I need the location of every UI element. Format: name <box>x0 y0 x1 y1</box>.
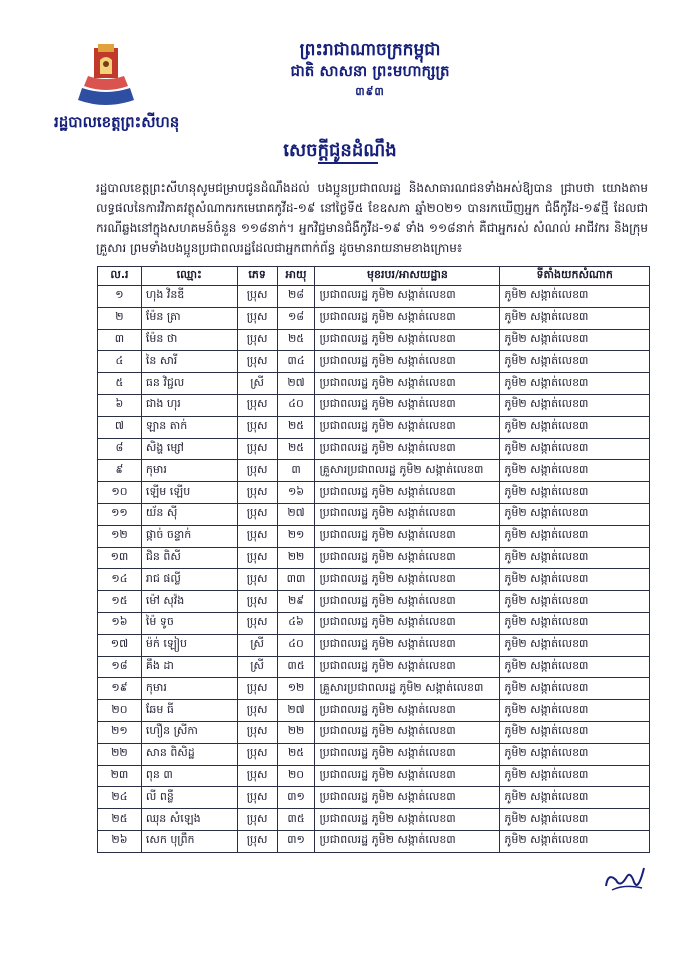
document-title: សេចក្ដីជូនដំណឹង <box>283 140 397 161</box>
cell-sex: ប្រុស <box>237 809 277 831</box>
cell-age: ១៨ <box>277 307 315 329</box>
cell-name: សិង្ហ ម្សៅ <box>141 438 237 460</box>
cell-age: ២០ <box>277 765 315 787</box>
cell-name: ម៉ៃ ទូច <box>141 612 237 634</box>
cell-no: ១ <box>98 286 142 308</box>
cell-sample-location: ភូមិ២ សង្កាត់លេខ៣ <box>500 634 650 656</box>
table-row <box>98 503 650 525</box>
cell-no: ១០ <box>98 482 142 504</box>
cell-age: ២៩ <box>277 591 315 613</box>
cell-sex: ស្រី <box>237 634 277 656</box>
cell-occupation-address: ប្រជាពលរដ្ឋ ភូមិ២ សង្កាត់លេខ៣ <box>315 482 500 504</box>
table-row <box>98 416 650 438</box>
table-row <box>98 700 650 722</box>
cell-name: គឹង ដា <box>141 656 237 678</box>
cell-sample-location: ភូមិ២ សង្កាត់លេខ៣ <box>500 787 650 809</box>
cell-no: ៥ <box>98 373 142 395</box>
cell-name: ជិន ពិសី <box>141 547 237 569</box>
cell-no: ៧ <box>98 416 142 438</box>
cell-sex: ប្រុស <box>237 765 277 787</box>
cell-sample-location: ភូមិ២ សង្កាត់លេខ៣ <box>500 394 650 416</box>
cell-no: ១៥ <box>98 591 142 613</box>
cell-sex: ប្រុស <box>237 307 277 329</box>
cell-no: ១២ <box>98 525 142 547</box>
case-table <box>97 266 650 853</box>
cell-age: ៤០ <box>277 634 315 656</box>
cell-name: សេក បុព្រឹក <box>141 830 237 852</box>
header-age: អាយុ <box>277 267 315 286</box>
cell-age: ១២ <box>277 678 315 700</box>
cell-no: ១៧ <box>98 634 142 656</box>
cell-no: ១១ <box>98 503 142 525</box>
header-name: ឈ្មោះ <box>141 267 237 286</box>
cell-sample-location: ភូមិ២ សង្កាត់លេខ៣ <box>500 569 650 591</box>
cell-no: ១៣ <box>98 547 142 569</box>
cell-sex: ប្រុស <box>237 438 277 460</box>
cell-occupation-address: ប្រជាពលរដ្ឋ ភូមិ២ សង្កាត់លេខ៣ <box>315 612 500 634</box>
table-row <box>98 743 650 765</box>
cell-occupation-address: ប្រជាពលរដ្ឋ ភូមិ២ សង្កាត់លេខ៣ <box>315 416 500 438</box>
cell-age: ៣៣ <box>277 569 315 591</box>
intro-paragraph: រដ្ឋបាលខេត្តព្រះសីហនុសូមជម្រាបជូនដំណឹងដល់ បងប្អូនប្រជាពលរដ្ឋ និងសាធារណជនទាំងអស់ឱ្យបាន ជ្រាបថា យោងតាមលទ្ធផលនៃការវិភាគវត្ថុសំណាករកមេរោគកូវីដ-១៩ នៅថ្ងៃទី៥ ខែឧសភា ឆ្នាំ២០២១ បានរកឃើញអ្នក ជំងឺកូវីដ-១៩ថ្មី ដែលជាករណីឆ្លងនៅក្នុងសហគមន៍ចំនួន ១១៨នាក់។ អ្នកវិជ្ជមានជំងឺកូវីដ-១៩ ទាំង ១១៨នាក់ គឺជាអ្នករស់ សំណល់ អាជីវករ និងក្រុមគ្រួសារ ព្រមទាំងបងប្អូនប្រជាពលរដ្ឋដែលជាអ្នកពាក់ព័ន្ធ ដូចមានរាយនាមខាងក្រោម៖ <box>96 181 648 255</box>
cell-sample-location: ភូមិ២ សង្កាត់លេខ៣ <box>500 591 650 613</box>
cell-name: ផ្កាច់ ចន្ទាក់ <box>141 525 237 547</box>
cell-age: ៤៦ <box>277 612 315 634</box>
cell-sex: ប្រុស <box>237 721 277 743</box>
cell-age: ៣១ <box>277 830 315 852</box>
cell-name: ហុង វិនឌី <box>141 286 237 308</box>
cell-name: ហឿន ស្រីកា <box>141 721 237 743</box>
cell-sample-location: ភូមិ២ សង្កាត់លេខ៣ <box>500 547 650 569</box>
cell-age: ២៧ <box>277 503 315 525</box>
cell-name: លី ពន្លឺ <box>141 787 237 809</box>
national-motto: ជាតិ សាសនា ព្រះមហាក្សត្រ <box>290 62 450 80</box>
table-row <box>98 787 650 809</box>
cell-name: ពុន ៣ <box>141 765 237 787</box>
table-row <box>98 721 650 743</box>
cell-sample-location: ភូមិ២ សង្កាត់លេខ៣ <box>500 612 650 634</box>
cell-age: ២៥ <box>277 329 315 351</box>
cell-no: ២៤ <box>98 787 142 809</box>
cell-occupation-address: ប្រជាពលរដ្ឋ ភូមិ២ សង្កាត់លេខ៣ <box>315 503 500 525</box>
cell-name: ឡាន តាក់ <box>141 416 237 438</box>
cell-sex: ប្រុស <box>237 525 277 547</box>
cell-sample-location: ភូមិ២ សង្កាត់លេខ៣ <box>500 307 650 329</box>
cell-sex: ប្រុស <box>237 329 277 351</box>
cell-age: ២១ <box>277 525 315 547</box>
cell-age: ២៧ <box>277 373 315 395</box>
cell-name: ធន វិជ្ជល <box>141 373 237 395</box>
table-row <box>98 394 650 416</box>
signature-mark <box>602 862 648 896</box>
cell-occupation-address: ប្រជាពលរដ្ឋ ភូមិ២ សង្កាត់លេខ៣ <box>315 525 500 547</box>
table-row <box>98 307 650 329</box>
cell-age: ២៥ <box>277 743 315 765</box>
provincial-emblem-icon <box>70 40 142 112</box>
cell-age: ២៨ <box>277 286 315 308</box>
cell-age: ២៧ <box>277 700 315 722</box>
table-row <box>98 591 650 613</box>
cell-age: ៤០ <box>277 394 315 416</box>
cell-occupation-address: ប្រជាពលរដ្ឋ ភូមិ២ សង្កាត់លេខ៣ <box>315 787 500 809</box>
cell-name: យ័ន ស៊ី <box>141 503 237 525</box>
cell-sample-location: ភូមិ២ សង្កាត់លេខ៣ <box>500 373 650 395</box>
cell-sample-location: ភូមិ២ សង្កាត់លេខ៣ <box>500 743 650 765</box>
cell-occupation-address: ប្រជាពលរដ្ឋ ភូមិ២ សង្កាត់លេខ៣ <box>315 373 500 395</box>
cell-age: ២៥ <box>277 416 315 438</box>
header-sex: ភេទ <box>237 267 277 286</box>
cell-sample-location: ភូមិ២ សង្កាត់លេខ៣ <box>500 525 650 547</box>
table-row <box>98 438 650 460</box>
table-row <box>98 678 650 700</box>
table-row <box>98 525 650 547</box>
cell-sample-location: ភូមិ២ សង្កាត់លេខ៣ <box>500 765 650 787</box>
cell-occupation-address: ប្រជាពលរដ្ឋ ភូមិ២ សង្កាត់លេខ៣ <box>315 765 500 787</box>
cell-no: ១៩ <box>98 678 142 700</box>
table-row <box>98 612 650 634</box>
table-row <box>98 809 650 831</box>
cell-sex: ប្រុស <box>237 351 277 373</box>
cell-occupation-address: គ្រួសារប្រជាពលរដ្ឋ ភូមិ២ សង្កាត់លេខ៣ <box>315 460 500 482</box>
cell-sex: ប្រុស <box>237 460 277 482</box>
cell-age: ២២ <box>277 721 315 743</box>
table-row <box>98 656 650 678</box>
cell-age: ៣១ <box>277 787 315 809</box>
cell-age: ៣៥ <box>277 656 315 678</box>
cell-no: ២ <box>98 307 142 329</box>
cell-sample-location: ភូមិ២ សង្កាត់លេខ៣ <box>500 351 650 373</box>
cell-sample-location: ភូមិ២ សង្កាត់លេខ៣ <box>500 721 650 743</box>
cell-sample-location: ភូមិ២ សង្កាត់លេខ៣ <box>500 286 650 308</box>
cell-name: ម៉ែន ត្រា <box>141 307 237 329</box>
cell-sample-location: ភូមិ២ សង្កាត់លេខ៣ <box>500 678 650 700</box>
cell-name: កុមារ <box>141 460 237 482</box>
table-row <box>98 373 650 395</box>
cell-sex: ប្រុស <box>237 394 277 416</box>
table-row <box>98 765 650 787</box>
cell-sex: ប្រុស <box>237 700 277 722</box>
cell-sex: ប្រុស <box>237 482 277 504</box>
cell-no: ២២ <box>98 743 142 765</box>
cell-age: ៣៤ <box>277 351 315 373</box>
cell-sample-location: ភូមិ២ សង្កាត់លេខ៣ <box>500 830 650 852</box>
header-occupation-address: មុខរបរ/អាសយដ្ឋាន <box>315 267 500 286</box>
cell-no: ៩ <box>98 460 142 482</box>
cell-sex: ស្រី <box>237 656 277 678</box>
cell-sex: ប្រុស <box>237 547 277 569</box>
table-header-row <box>98 267 650 286</box>
cell-sex: ប្រុស <box>237 416 277 438</box>
kingdom-heading: ព្រះរាជាណាចក្រកម្ពុជា <box>299 40 441 60</box>
cell-no: ២១ <box>98 721 142 743</box>
cell-occupation-address: ប្រជាពលរដ្ឋ ភូមិ២ សង្កាត់លេខ៣ <box>315 700 500 722</box>
cell-no: ២៦ <box>98 830 142 852</box>
cell-sample-location: ភូមិ២ សង្កាត់លេខ៣ <box>500 460 650 482</box>
table-row <box>98 482 650 504</box>
cell-sex: ប្រុស <box>237 743 277 765</box>
cell-no: ១៤ <box>98 569 142 591</box>
cell-name: កុមារ <box>141 678 237 700</box>
table-row <box>98 286 650 308</box>
cell-occupation-address: ប្រជាពលរដ្ឋ ភូមិ២ សង្កាត់លេខ៣ <box>315 547 500 569</box>
cell-occupation-address: ប្រជាពលរដ្ឋ ភូមិ២ សង្កាត់លេខ៣ <box>315 830 500 852</box>
cell-occupation-address: ប្រជាពលរដ្ឋ ភូមិ២ សង្កាត់លេខ៣ <box>315 809 500 831</box>
cell-sample-location: ភូមិ២ សង្កាត់លេខ៣ <box>500 438 650 460</box>
cell-sex: ប្រុស <box>237 503 277 525</box>
cell-no: ២៣ <box>98 765 142 787</box>
cell-sample-location: ភូមិ២ សង្កាត់លេខ៣ <box>500 656 650 678</box>
cell-age: ១៦ <box>277 482 315 504</box>
cell-sex: ប្រុស <box>237 787 277 809</box>
cell-occupation-address: ប្រជាពលរដ្ឋ ភូមិ២ សង្កាត់លេខ៣ <box>315 329 500 351</box>
cell-occupation-address: ប្រជាពលរដ្ឋ ភូមិ២ សង្កាត់លេខ៣ <box>315 286 500 308</box>
cell-occupation-address: ប្រជាពលរដ្ឋ ភូមិ២ សង្កាត់លេខ៣ <box>315 721 500 743</box>
cell-occupation-address: ប្រជាពលរដ្ឋ ភូមិ២ សង្កាត់លេខ៣ <box>315 743 500 765</box>
header-flourish: ៣៩៣ <box>355 85 385 98</box>
cell-sex: ប្រុស <box>237 830 277 852</box>
cell-sex: ប្រុស <box>237 678 277 700</box>
cell-name: ឈុន សំឡេង <box>141 809 237 831</box>
table-row <box>98 569 650 591</box>
cell-sex: ប្រុស <box>237 612 277 634</box>
cell-no: ៣ <box>98 329 142 351</box>
cell-no: ២០ <box>98 700 142 722</box>
table-row <box>98 460 650 482</box>
cell-occupation-address: ប្រជាពលរដ្ឋ ភូមិ២ សង្កាត់លេខ៣ <box>315 634 500 656</box>
cell-occupation-address: ប្រជាពលរដ្ឋ ភូមិ២ សង្កាត់លេខ៣ <box>315 307 500 329</box>
cell-sample-location: ភូមិ២ សង្កាត់លេខ៣ <box>500 329 650 351</box>
title-underline <box>318 162 378 164</box>
cell-occupation-address: ប្រជាពលរដ្ឋ ភូមិ២ សង្កាត់លេខ៣ <box>315 591 500 613</box>
cell-occupation-address: គ្រួសារប្រជាពលរដ្ឋ ភូមិ២ សង្កាត់លេខ៣ <box>315 678 500 700</box>
cell-name: ម៉ៅ សុវ៉ង <box>141 591 237 613</box>
cell-sex: ស្រី <box>237 373 277 395</box>
table-row <box>98 329 650 351</box>
cell-occupation-address: ប្រជាពលរដ្ឋ ភូមិ២ សង្កាត់លេខ៣ <box>315 351 500 373</box>
cell-sex: ប្រុស <box>237 591 277 613</box>
cell-sample-location: ភូមិ២ សង្កាត់លេខ៣ <box>500 416 650 438</box>
cell-sample-location: ភូមិ២ សង្កាត់លេខ៣ <box>500 482 650 504</box>
cell-no: ៤ <box>98 351 142 373</box>
cell-no: ៦ <box>98 394 142 416</box>
cell-sample-location: ភូមិ២ សង្កាត់លេខ៣ <box>500 809 650 831</box>
cell-sex: ប្រុស <box>237 569 277 591</box>
cell-occupation-address: ប្រជាពលរដ្ឋ ភូមិ២ សង្កាត់លេខ៣ <box>315 656 500 678</box>
cell-name: ម៉ក់ ឡៀប <box>141 634 237 656</box>
cell-name: សាន ពិសិដ្ឋ <box>141 743 237 765</box>
cell-name: ឡើម ឡើប <box>141 482 237 504</box>
cell-sex: ប្រុស <box>237 286 277 308</box>
cell-name: ឆែម ធី <box>141 700 237 722</box>
cell-sample-location: ភូមិ២ សង្កាត់លេខ៣ <box>500 700 650 722</box>
table-row <box>98 634 650 656</box>
cell-no: ១៦ <box>98 612 142 634</box>
cell-age: ៣៥ <box>277 809 315 831</box>
cell-name: ម៉ែន ថា <box>141 329 237 351</box>
cell-age: ២៥ <box>277 438 315 460</box>
cell-occupation-address: ប្រជាពលរដ្ឋ ភូមិ២ សង្កាត់លេខ៣ <box>315 394 500 416</box>
cell-occupation-address: ប្រជាពលរដ្ឋ ភូមិ២ សង្កាត់លេខ៣ <box>315 438 500 460</box>
cell-no: ២៥ <box>98 809 142 831</box>
header-sample-location: ទីតាំងយកសំណាក <box>500 267 650 286</box>
table-row <box>98 830 650 852</box>
cell-name: រាជ ផល្លី <box>141 569 237 591</box>
cell-no: ១៨ <box>98 656 142 678</box>
issuing-office: រដ្ឋបាលខេត្តព្រះសីហនុ <box>54 113 180 131</box>
cell-sample-location: ភូមិ២ សង្កាត់លេខ៣ <box>500 503 650 525</box>
table-row <box>98 351 650 373</box>
cell-name: ជាង ហុរ <box>141 394 237 416</box>
table-row <box>98 547 650 569</box>
cell-age: ៣ <box>277 460 315 482</box>
cell-age: ២២ <box>277 547 315 569</box>
header-no: ល.រ <box>98 267 142 286</box>
cell-name: នៃ សារី <box>141 351 237 373</box>
cell-occupation-address: ប្រជាពលរដ្ឋ ភូមិ២ សង្កាត់លេខ៣ <box>315 569 500 591</box>
cell-no: ៨ <box>98 438 142 460</box>
